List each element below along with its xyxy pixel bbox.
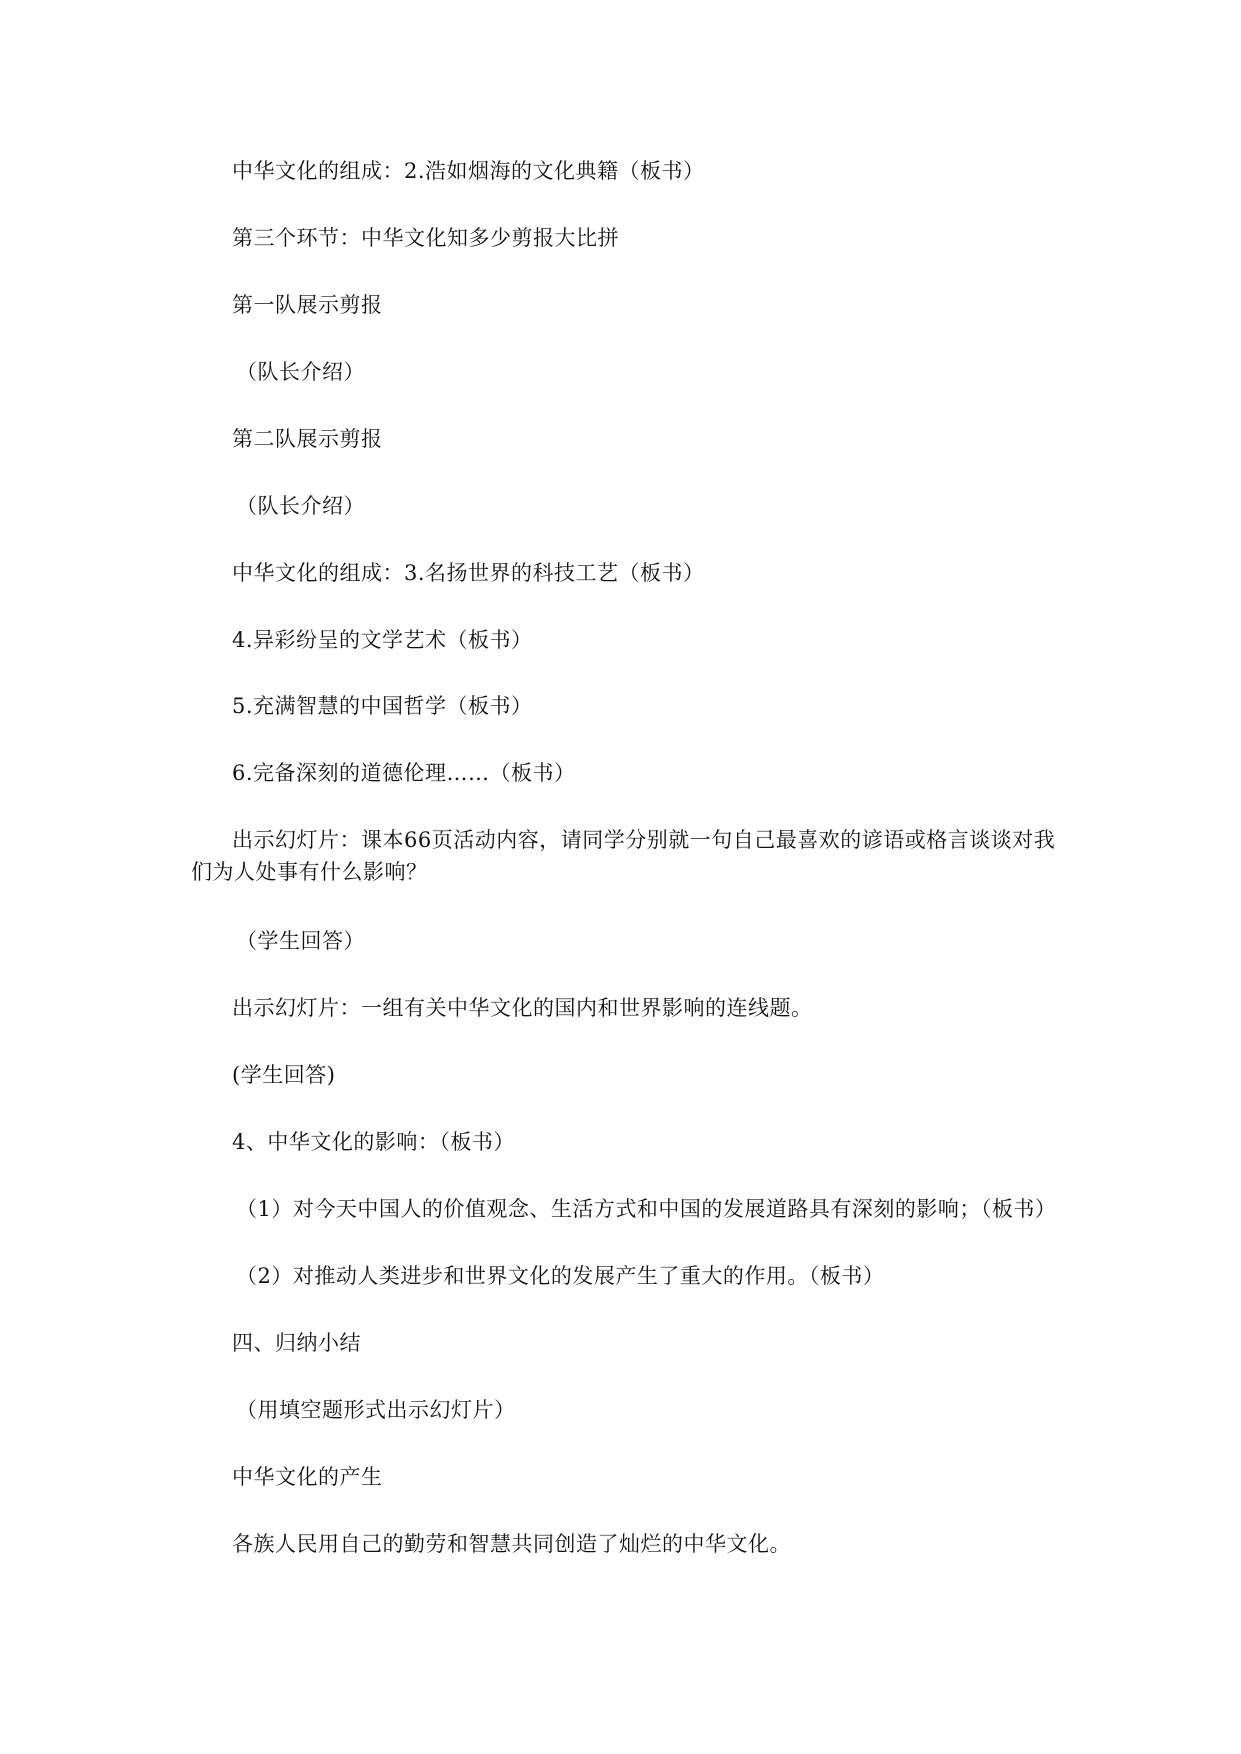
paragraph-summary-heading: 四、归纳小结 xyxy=(232,1331,361,1355)
paragraph-captain-intro-1: （队长介绍） xyxy=(236,360,365,384)
paragraph-slide-matching: 出示幻灯片：一组有关中华文化的国内和世界影响的连线题。 xyxy=(232,996,813,1020)
paragraph-team-two: 第二队展示剪报 xyxy=(232,427,383,451)
paragraph-composition-4: 4.异彩纷呈的文学艺术（板书） xyxy=(232,628,533,652)
paragraph-student-answer-2: (学生回答) xyxy=(232,1063,336,1087)
paragraph-composition-5: 5.充满智慧的中国哲学（板书） xyxy=(232,694,533,718)
paragraph-influence-2: （2）对推动人类进步和世界文化的发展产生了重大的作用。（板书） xyxy=(236,1264,885,1288)
paragraph-influence-heading: 4、中华文化的影响：（板书） xyxy=(232,1130,515,1154)
paragraph-composition-6: 6.完备深刻的道德伦理……（板书） xyxy=(232,761,576,785)
paragraph-team-one: 第一队展示剪报 xyxy=(232,293,383,317)
paragraph-composition-3: 中华文化的组成：3.名扬世界的科技工艺（板书） xyxy=(232,561,705,585)
paragraph-influence-1: （1）对今天中国人的价值观念、生活方式和中国的发展道路具有深刻的影响；（板书） xyxy=(236,1197,1057,1221)
paragraph-student-answer-1: （学生回答） xyxy=(236,929,365,953)
paragraph-fill-blank-note: （用填空题形式出示幻灯片） xyxy=(236,1398,516,1422)
paragraph-composition-2: 中华文化的组成：2.浩如烟海的文化典籍（板书） xyxy=(232,159,705,183)
paragraph-third-segment: 第三个环节：中华文化知多少剪报大比拼 xyxy=(232,226,619,250)
paragraph-slide-activity: 出示幻灯片：课本66页活动内容，请同学分别就一句自己最喜欢的谚语或格言谈谈对我们为人处事有什么影响？ xyxy=(191,828,1056,884)
paragraph-captain-intro-2: （队长介绍） xyxy=(236,494,365,518)
paragraph-origin-text: 各族人民用自己的勤劳和智慧共同创造了灿烂的中华文化。 xyxy=(232,1532,791,1556)
paragraph-origin-heading: 中华文化的产生 xyxy=(232,1465,383,1489)
